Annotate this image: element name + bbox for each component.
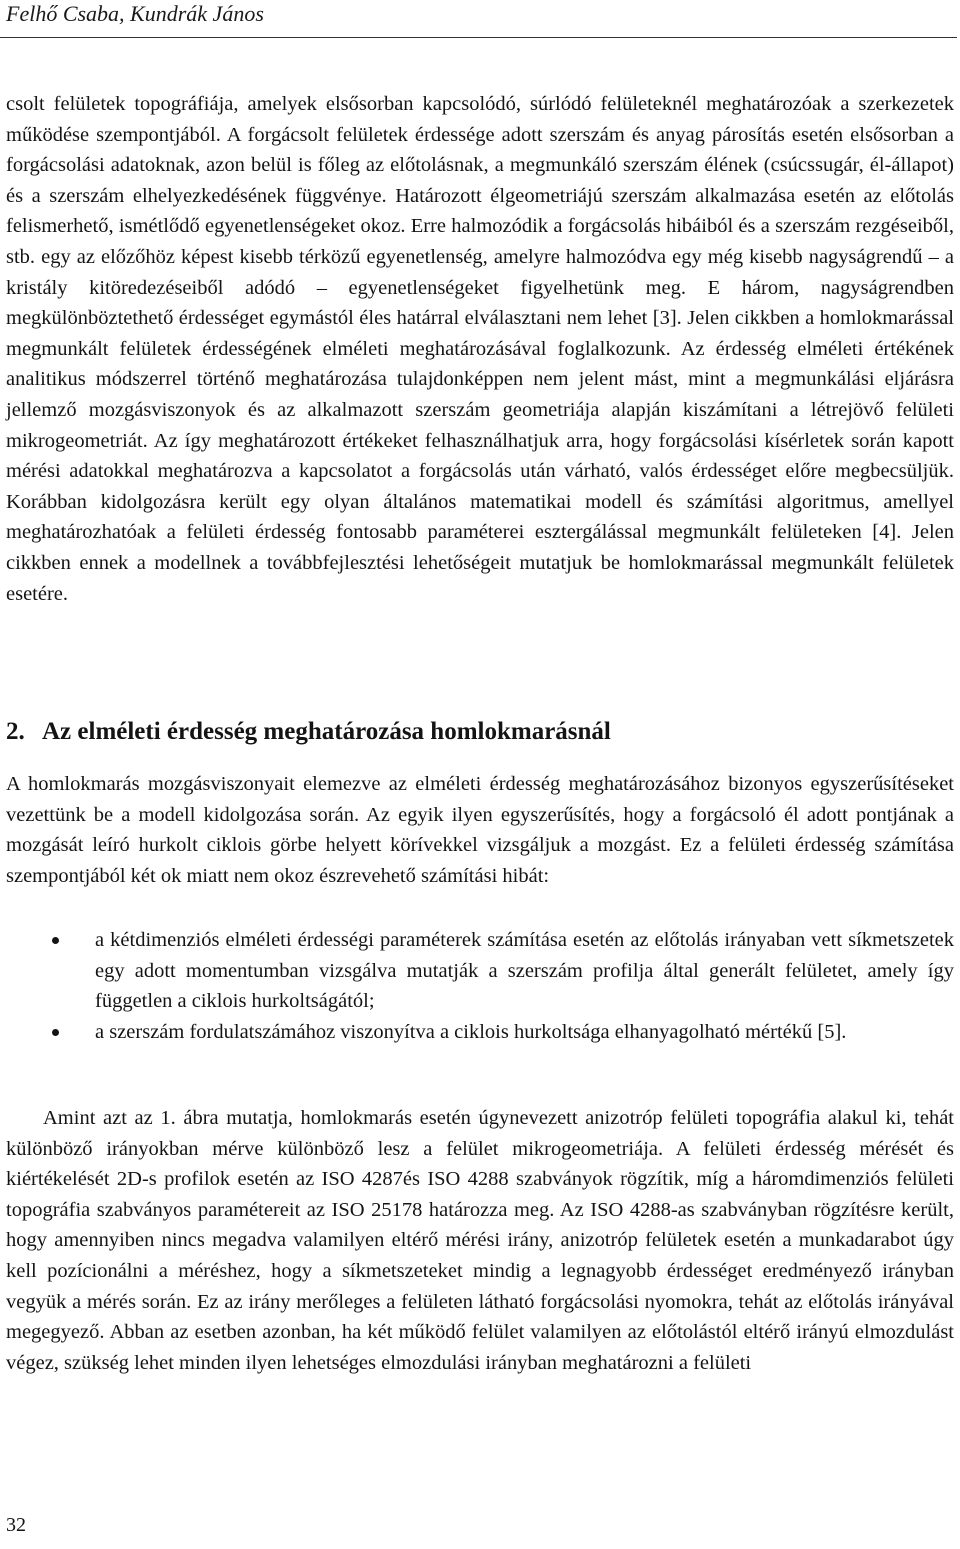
body-paragraph-3: Amint azt az 1. ábra mutatja, homlokmarás esetén úgynevezett anizotróp felületi topográfia alakul ki, tehát különböző irányokban mérve különböző lesz a felület mikrogeometriája. A felületi érdesség mérését és kiértékelését 2D-s profilok esetén az ISO 4287és ISO 4288 szabványok rögzítik, míg a háromdimenziós felületi topográfia szabványos paramétereit az ISO 25178 határozza meg. Az ISO 4288-as szabványban rögzítésre került, hogy amennyiben nincs megadva valamilyen eltérő mérési irány, anizotróp felületek esetén a munkadarabot úgy kell pozícionálni a méréshez, hogy a síkmetszeteket mindig a legnagyobb érdességet eredményező irányban vegyük a mérés során. Ez az irány merőleges a felületen látható forgácsolási nyomokra, tehát az előtolás irányával megegyező. Abban az esetben azonban, ha két működő felület valamilyen az előtolástól eltérő irányú elmozdulást végez, szükség lehet minden ilyen lehetséges elmozdulási irányban meghatározni a felületi bbox=[6, 1107, 954, 1374]
bullet-item bbox=[6, 925, 954, 1017]
page-number: 32 bbox=[6, 1514, 26, 1536]
bullet-item bbox=[6, 1017, 954, 1048]
bullet-text: a kétdimenziós elméleti érdességi paraméterek számítása esetén az előtolás irányaban vett síkmetszetek egy adott momentumban vizsgálva mutatják a szerszám profilja által generált felületet, amely így független a ciklois hurkoltságától; bbox=[95, 929, 954, 1013]
bullet-text: a szerszám fordulatszámához viszonyítva a ciklois hurkoltsága elhanyagolható mértékű [5]. bbox=[95, 1020, 847, 1043]
body-paragraph-2: A homlokmarás mozgásviszonyait elemezve az elméleti érdesség meghatározásához bizonyos egyszerűsítéseket vezettünk be a modell kidolgozása során. Az egyik ilyen egyszerűsítés, hogy a forgácsoló él adott pontjának a mozgását leíró hurkolt ciklois görbe helyett körívekkel vizsgáljuk a mozgást. Ez a felületi érdesség számítása szempontjából két ok miatt nem okoz észrevehető számítási hibát: bbox=[6, 773, 954, 887]
section-title: Az elméleti érdesség meghatározása homlokmarásnál bbox=[42, 718, 611, 745]
section-heading bbox=[6, 716, 611, 748]
header-rule bbox=[0, 37, 957, 38]
bullet-icon bbox=[52, 937, 59, 944]
bullet-icon bbox=[52, 1029, 59, 1036]
section-number: 2. bbox=[6, 718, 25, 745]
running-header-authors: Felhő Csaba, Kundrák János bbox=[6, 1, 264, 26]
bullet-list bbox=[6, 925, 954, 1047]
body-paragraph-1: csolt felületek topográfiája, amelyek elsősorban kapcsolódó, súrlódó felületeknél meghatározóak a szerkezetek működése szempontjából. A forgácsolt felületek érdessége adott szerszám és anyag párosítás esetén elsősorban a forgácsolási adatoknak, azon belül is főleg az előtolásnak, a megmunkáló szerszám élének (csúcssugár, él-állapot) és a szerszám elhelyezkedésének függvénye. Határozott élgeometriájú szerszám alkalmazása esetén az előtolás felismerhető, ismétlődő egyenetlenségeket okoz. Erre halmozódik a forgácsolás hibáiból és a szerszám rezgéseiből, stb. egy az előzőhöz képest kisebb térközű egyenetlenség, amelyre halmozódva egy még kisebb nagyságrendű – a kristály kitöredezéseiből adódó – egyenetlenségeket figyelhetünk meg. E három, nagyságrendben megkülönböztethető érdességet egymástól éles határral elválasztani nem lehet [3]. Jelen cikkben a homlokmarással megmunkált felületek érdességének elméleti meghatározásával foglalkozunk. Az érdesség elméleti értékének analitikus módszerrel történő meghatározása tulajdonképpen nem jelent mást, mint a megmunkálási eljárásra jellemző mozgásviszonyok és az alkalmazott szerszám geometriája alapján kiszámítani a létrejövő felületi mikrogeometriát. Az így meghatározott értékeket felhasználhatjuk arra, hogy forgácsolási kísérletek során kapott mérési adatokkal meghatározva a kapcsolatot a forgácsolás után várható, valós érdességet előre megbecsüljük. Korábban kidolgozásra került egy olyan általános matematikai modell és számítási algoritmus, amellyel meghatározhatóak a felületi érdesség fontosabb paraméterei esztergálással megmunkált felületeken [4]. Jelen cikkben ennek a modellnek a továbbfejlesztési lehetőségeit mutatjuk be homlokmarással megmunkált felületek esetére. bbox=[6, 93, 954, 605]
